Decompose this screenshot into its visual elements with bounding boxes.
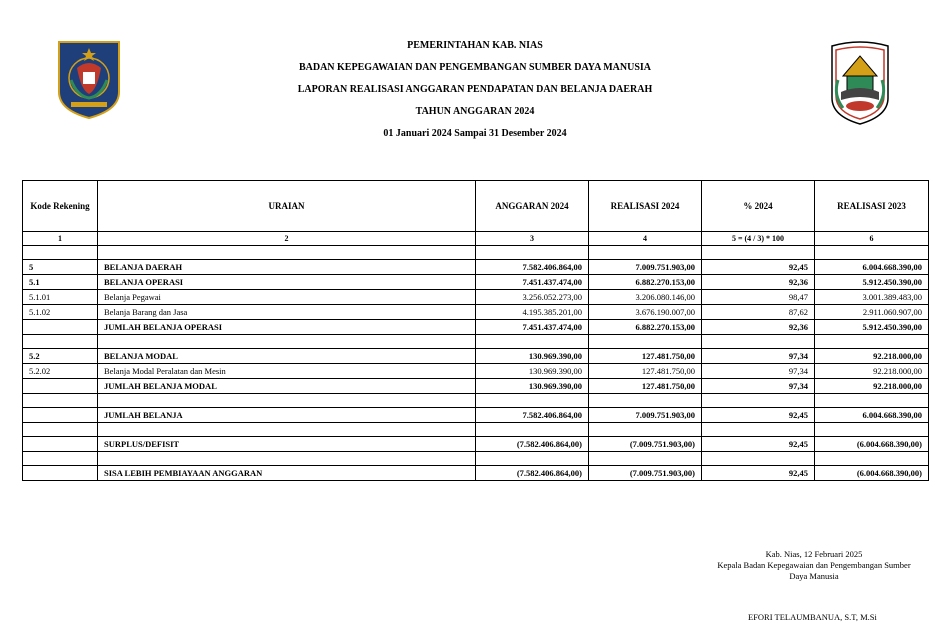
row-percent: 98,47 — [702, 290, 815, 305]
row-realization: 7.009.751.903,00 — [589, 260, 702, 275]
row-budget: 7.451.437.474,00 — [476, 320, 589, 335]
col-number: 3 — [476, 232, 589, 246]
header-agency: BADAN KEPEGAWAIAN DAN PENGEMBANGAN SUMBER DAYA MANUSIA — [298, 62, 652, 73]
report-header — [150, 38, 800, 148]
col-number: 5 = (4 / 3) * 100 — [702, 232, 815, 246]
header-fiscal-year: TAHUN ANGGARAN 2024 — [415, 106, 535, 117]
row-budget: 3.256.052.273,00 — [476, 290, 589, 305]
header-realisasi-2023: REALISASI 2023 — [815, 181, 929, 232]
row-realization-prev: 3.001.389.483,00 — [815, 290, 929, 305]
row-percent: 92,45 — [702, 260, 815, 275]
table-row — [23, 349, 929, 364]
row-description: JUMLAH BELANJA OPERASI — [98, 320, 476, 335]
row-code — [23, 379, 98, 394]
signature-place-date: Kab. Nias, 12 Februari 2025 — [765, 549, 863, 559]
header-percent-2024: % 2024 — [702, 181, 815, 232]
row-realization: 127.481.750,00 — [589, 349, 702, 364]
spacer-row — [23, 452, 929, 466]
row-code: 5.1.01 — [23, 290, 98, 305]
row-percent: 92,36 — [702, 320, 815, 335]
row-percent: 97,34 — [702, 349, 815, 364]
kemendagri-logo — [57, 40, 121, 120]
kabupaten-nias-logo — [829, 40, 891, 126]
row-code: 5.2.02 — [23, 364, 98, 379]
row-realization: 3.206.080.146,00 — [589, 290, 702, 305]
signature-position-cont: Daya Manusia — [789, 571, 839, 581]
row-realization-prev: 92.218.000,00 — [815, 379, 929, 394]
row-code — [23, 408, 98, 423]
column-number-row — [23, 232, 929, 246]
row-description: JUMLAH BELANJA — [98, 408, 476, 423]
row-budget: (7.582.406.864,00) — [476, 437, 589, 452]
row-realization: 127.481.750,00 — [589, 364, 702, 379]
signature-block — [700, 549, 928, 582]
spacer-row — [23, 394, 929, 408]
header-report-title: LAPORAN REALISASI ANGGARAN PENDAPATAN DAN BELANJA DAERAH — [297, 84, 653, 95]
table-row — [23, 437, 929, 452]
row-budget: 7.582.406.864,00 — [476, 260, 589, 275]
table-row — [23, 364, 929, 379]
row-percent: 87,62 — [702, 305, 815, 320]
row-percent: 92,45 — [702, 408, 815, 423]
signature-position: Kepala Badan Kepegawaian dan Pengembangan Sumber — [717, 560, 911, 570]
row-description: JUMLAH BELANJA MODAL — [98, 379, 476, 394]
col-number: 1 — [23, 232, 98, 246]
row-realization-prev: 6.004.668.390,00 — [815, 260, 929, 275]
row-budget: 7.451.437.474,00 — [476, 275, 589, 290]
table-row — [23, 466, 929, 481]
row-realization: (7.009.751.903,00) — [589, 466, 702, 481]
row-code — [23, 437, 98, 452]
table-row — [23, 275, 929, 290]
row-realization: 6.882.270.153,00 — [589, 320, 702, 335]
row-code — [23, 320, 98, 335]
row-realization: (7.009.751.903,00) — [589, 437, 702, 452]
header-uraian: URAIAN — [98, 181, 476, 232]
row-percent: 92,45 — [702, 437, 815, 452]
row-percent: 97,34 — [702, 379, 815, 394]
header-government: PEMERINTAHAN KAB. NIAS — [407, 40, 543, 51]
row-budget: 4.195.385.201,00 — [476, 305, 589, 320]
row-description: BELANJA DAERAH — [98, 260, 476, 275]
row-realization-prev: 5.912.450.390,00 — [815, 275, 929, 290]
row-realization-prev: 92.218.000,00 — [815, 349, 929, 364]
row-description: BELANJA MODAL — [98, 349, 476, 364]
table-row — [23, 260, 929, 275]
row-realization: 7.009.751.903,00 — [589, 408, 702, 423]
spacer-row — [23, 423, 929, 437]
row-realization: 6.882.270.153,00 — [589, 275, 702, 290]
signer-name: EFORI TELAUMBANUA, S.T, M.Si — [748, 612, 877, 622]
row-description: Belanja Pegawai — [98, 290, 476, 305]
budget-realization-table — [22, 180, 929, 481]
row-realization-prev: 92.218.000,00 — [815, 364, 929, 379]
row-code: 5.1.02 — [23, 305, 98, 320]
header-realisasi-2024: REALISASI 2024 — [589, 181, 702, 232]
row-realization: 3.676.190.007,00 — [589, 305, 702, 320]
row-realization-prev: 5.912.450.390,00 — [815, 320, 929, 335]
table-header-row — [23, 181, 929, 232]
row-code: 5 — [23, 260, 98, 275]
col-number: 6 — [815, 232, 929, 246]
row-description: SISA LEBIH PEMBIAYAAN ANGGARAN — [98, 466, 476, 481]
row-realization-prev: (6.004.668.390,00) — [815, 466, 929, 481]
row-description: BELANJA OPERASI — [98, 275, 476, 290]
col-number: 2 — [98, 232, 476, 246]
row-description: SURPLUS/DEFISIT — [98, 437, 476, 452]
row-code: 5.2 — [23, 349, 98, 364]
row-budget: 7.582.406.864,00 — [476, 408, 589, 423]
spacer-row — [23, 335, 929, 349]
header-period: 01 Januari 2024 Sampai 31 Desember 2024 — [383, 128, 567, 139]
table-row — [23, 305, 929, 320]
row-code: 5.1 — [23, 275, 98, 290]
row-description: Belanja Barang dan Jasa — [98, 305, 476, 320]
row-budget: (7.582.406.864,00) — [476, 466, 589, 481]
row-description: Belanja Modal Peralatan dan Mesin — [98, 364, 476, 379]
spacer-row — [23, 246, 929, 260]
row-realization-prev: 6.004.668.390,00 — [815, 408, 929, 423]
row-realization-prev: 2.911.060.907,00 — [815, 305, 929, 320]
row-percent: 97,34 — [702, 364, 815, 379]
row-budget: 130.969.390,00 — [476, 379, 589, 394]
row-realization: 127.481.750,00 — [589, 379, 702, 394]
col-number: 4 — [589, 232, 702, 246]
row-realization-prev: (6.004.668.390,00) — [815, 437, 929, 452]
table-row — [23, 320, 929, 335]
header-anggaran-2024: ANGGARAN 2024 — [476, 181, 589, 232]
row-budget: 130.969.390,00 — [476, 349, 589, 364]
row-percent: 92,45 — [702, 466, 815, 481]
table-row — [23, 290, 929, 305]
row-code — [23, 466, 98, 481]
row-percent: 92,36 — [702, 275, 815, 290]
row-budget: 130.969.390,00 — [476, 364, 589, 379]
table-row — [23, 379, 929, 394]
header-kode-rekening: Kode Rekening — [23, 181, 98, 232]
table-row — [23, 408, 929, 423]
